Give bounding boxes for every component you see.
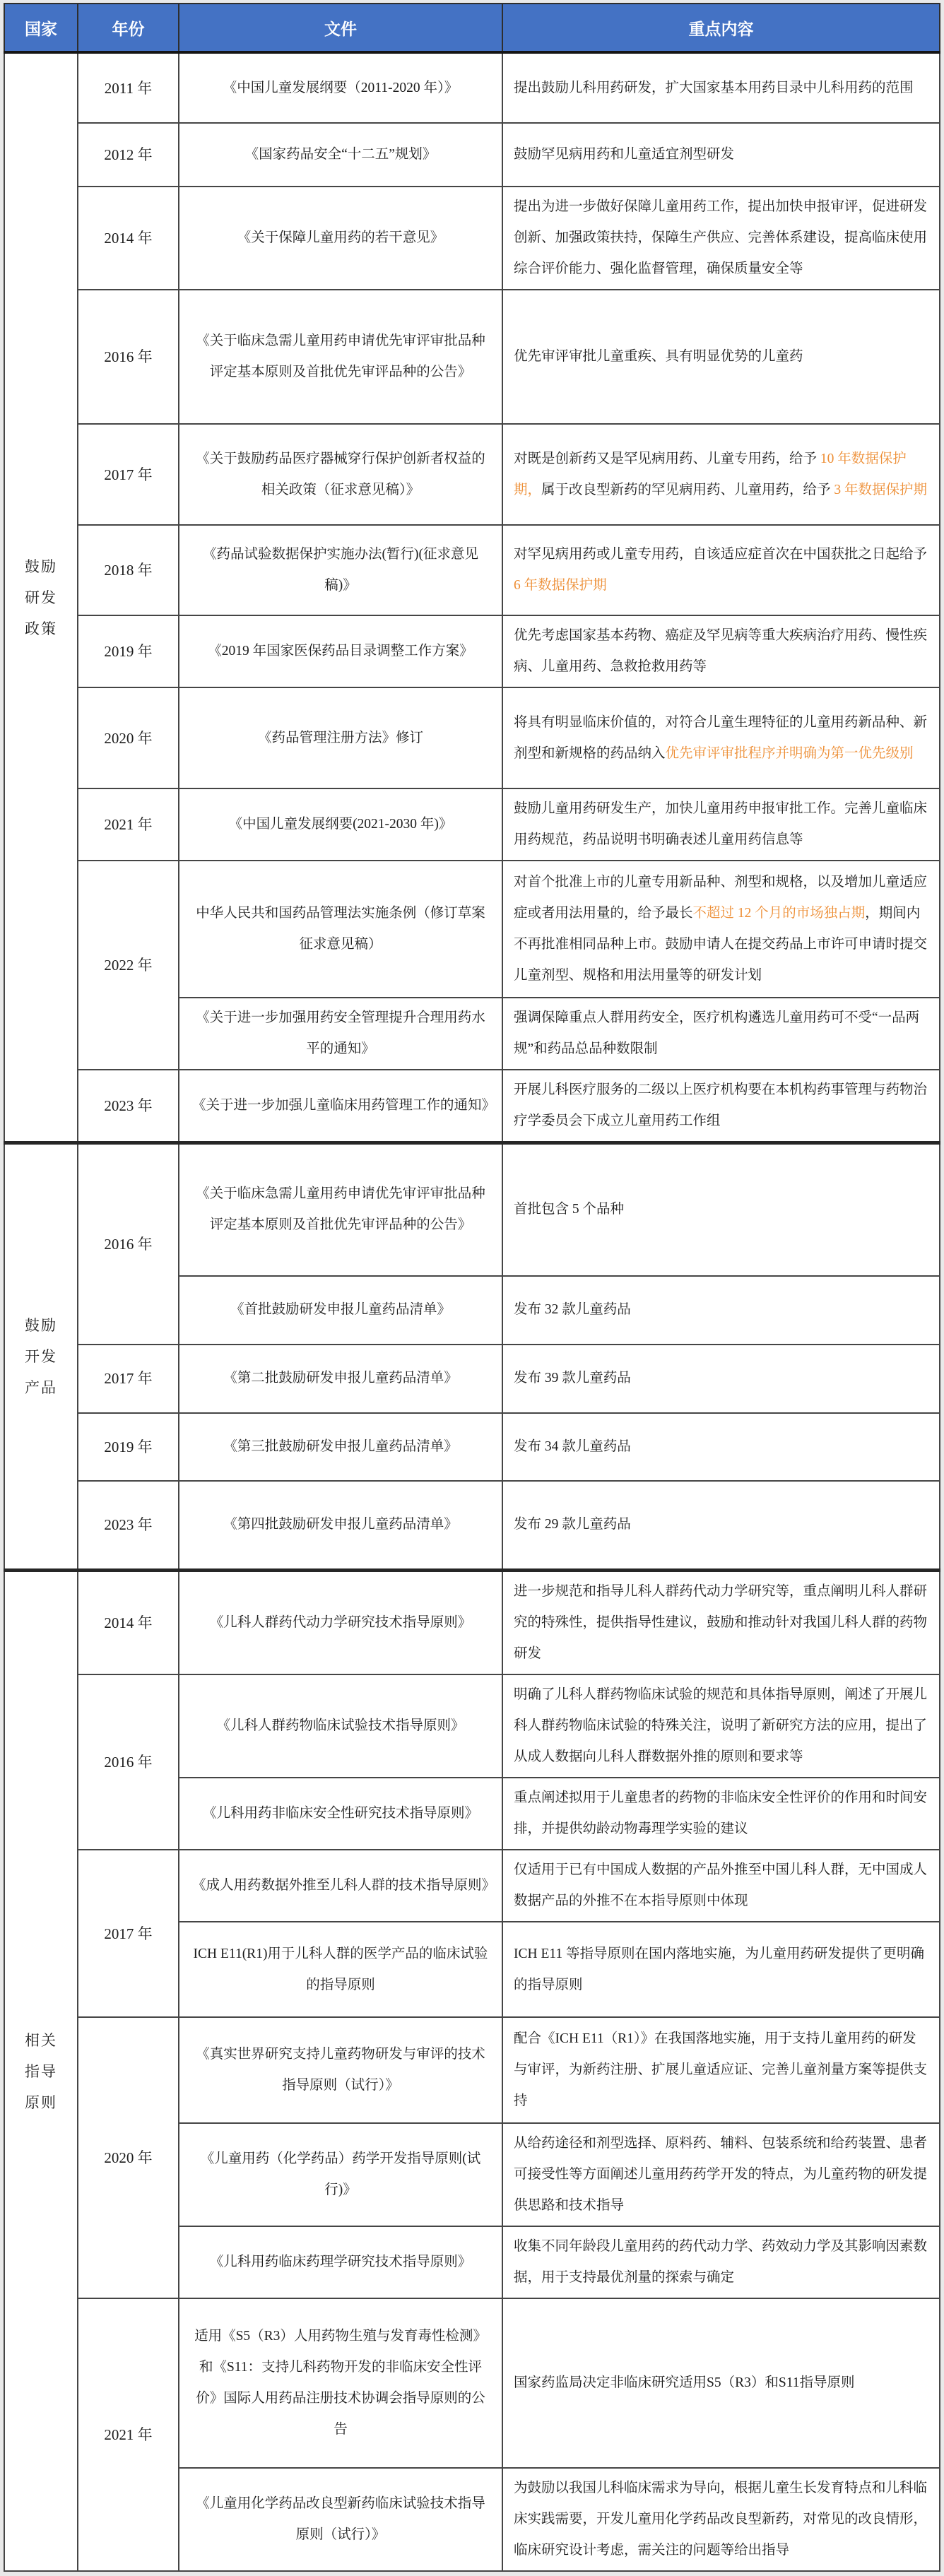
document-cell: 《首批鼓励研发申报儿童药品清单》 (179, 1276, 502, 1345)
document-cell: 《药品管理注册方法》修订 (179, 687, 502, 788)
year-cell: 2017 年 (78, 1345, 179, 1413)
content-cell (502, 1345, 940, 1413)
content-cell (502, 1571, 940, 1675)
highlighted-text: 3 年数据保护期 (834, 482, 928, 497)
content-text: 明确了儿科人群药物临床试验的规范和具体指导原则，阐述了开展儿科人群药物临床试验的特殊关注，说明了新研究方法的应用，提出了从成人数据向儿科人群数据外推的原则和要求等 (514, 1687, 928, 1764)
table-row (4, 525, 940, 615)
document-cell: 《儿科人群药代动力学研究技术指导原则》 (179, 1571, 502, 1675)
content-text: 鼓励罕见病用药和儿童适宜剂型研发 (514, 147, 735, 162)
content-text: 属于改良型新药的罕见病用药、儿童用药，给予 (541, 482, 834, 497)
content-text: 将具有明显临床价值的，对符合儿童生理特征的儿童用药新品种、新剂型和新规格的药品纳入 (514, 714, 928, 761)
content-cell (502, 2226, 940, 2298)
content-text: 收集不同年龄段儿童用药的药代动力学、药效动力学及其影响因素数据，用于支持最优剂量的探索与确定 (514, 2239, 928, 2285)
table-row (4, 1143, 940, 1276)
content-text: 进一步规范和指导儿科人群药代动力学研究等，重点阐明儿科人群研究的特殊性，提供指导性建议，鼓励和推动针对我国儿科人群的药物研发 (514, 1584, 928, 1661)
document-cell: 《成人用药数据外推至儿科人群的技术指导原则》 (179, 1850, 502, 1922)
document-cell: 《儿童用化学药品改良型新药临床试验技术指导原则（试行）》 (179, 2468, 502, 2571)
document-cell: 《第二批鼓励研发申报儿童药品清单》 (179, 1345, 502, 1413)
year-cell: 2023 年 (78, 1481, 179, 1571)
table-row (4, 1674, 940, 1778)
document-cell: 《关于进一步加强用药安全管理提升合理用药水平的通知》 (179, 998, 502, 1070)
content-text: 从给药途径和剂型选择、原料药、辅料、包装系统和给药装置、患者可接受性等方面阐述儿童用药药学开发的特点，为儿童药物的研发提供思路和技术指导 (514, 2136, 928, 2213)
document-cell: 《儿科用药临床药理学研究技术指导原则》 (179, 2226, 502, 2298)
content-cell (502, 424, 940, 525)
year-cell: 2021 年 (78, 2298, 179, 2571)
content-cell (502, 2468, 940, 2571)
content-cell (502, 123, 940, 187)
content-cell (502, 1850, 940, 1922)
year-cell: 2012 年 (78, 123, 179, 187)
highlighted-text: 6 年数据保护期 (514, 578, 607, 593)
document-cell: 《关于保障儿童用药的若干意见》 (179, 187, 502, 290)
content-text: 发布 32 款儿童药品 (514, 1302, 631, 1317)
content-text: 对罕见病用药或儿童专用药，自该适应症首次在中国获批之日起给予 (514, 547, 928, 562)
content-cell (502, 1674, 940, 1778)
content-cell (502, 2017, 940, 2123)
table-row (4, 687, 940, 788)
highlighted-text: 10 年数据保护期， (514, 451, 907, 497)
content-text: 强调保障重点人群用药安全，医疗机构遴选儿童用药可不受“一品两规”和药品总品种数限制 (514, 1010, 920, 1056)
year-cell: 2022 年 (78, 861, 179, 1070)
year-cell: 2017 年 (78, 424, 179, 525)
document-cell: 中华人民共和国药品管理法实施条例（修订草案征求意见稿） (179, 861, 502, 998)
year-cell: 2020 年 (78, 687, 179, 788)
year-cell: 2023 年 (78, 1070, 179, 1143)
document-cell: 《儿童用药（化学药品）药学开发指导原则(试行)》 (179, 2123, 502, 2226)
year-cell: 2017 年 (78, 1850, 179, 2017)
table-row (4, 123, 940, 187)
content-text: 开展儿科医疗服务的二级以上医疗机构要在本机构药事管理与药物治疗学委员会下成立儿童用药工作组 (514, 1082, 928, 1128)
year-cell: 2011 年 (78, 52, 179, 123)
table-row (4, 2017, 940, 2123)
year-cell: 2020 年 (78, 2017, 179, 2298)
section-label: 鼓励 研发 政策 (25, 557, 57, 637)
table-row (4, 788, 940, 861)
header-year: 年份 (78, 4, 179, 52)
table-row (4, 861, 940, 998)
highlighted-text: 优先审评审批程序并明确为第一优先级别 (665, 745, 914, 761)
content-text: 发布 39 款儿童药品 (514, 1371, 631, 1386)
document-cell: 《中国儿童发展纲要（2011-2020 年）》 (179, 52, 502, 123)
document-cell: 《儿科人群药物临床试验技术指导原则》 (179, 1674, 502, 1778)
document-cell: 《真实世界研究支持儿童药物研发与审评的技术指导原则（试行）》 (179, 2017, 502, 2123)
table-row (4, 2298, 940, 2468)
table-row (4, 1413, 940, 1481)
year-cell: 2016 年 (78, 290, 179, 424)
document-cell: 《关于临床急需儿童用药申请优先审评审批品种评定基本原则及首批优先审评品种的公告》 (179, 1143, 502, 1276)
table-row (4, 187, 940, 290)
content-cell (502, 687, 940, 788)
table-row (4, 615, 940, 687)
year-cell: 2019 年 (78, 1413, 179, 1481)
policy-table (4, 3, 940, 2572)
header-document: 文件 (179, 4, 502, 52)
document-cell: 《第三批鼓励研发申报儿童药品清单》 (179, 1413, 502, 1481)
year-cell: 2014 年 (78, 1571, 179, 1675)
document-cell: 《国家药品安全“十二五”规划》 (179, 123, 502, 187)
content-cell (502, 1922, 940, 2017)
content-cell (502, 1413, 940, 1481)
year-cell: 2016 年 (78, 1143, 179, 1345)
content-cell (502, 788, 940, 861)
section-label: 相关 指导 原则 (25, 2031, 57, 2111)
document-cell: ICH E11(R1)用于儿科人群的医学产品的临床试验的指导原则 (179, 1922, 502, 2017)
document-cell: 《药品试验数据保护实施办法(暂行)(征求意见稿)》 (179, 525, 502, 615)
year-cell: 2021 年 (78, 788, 179, 861)
header-country: 国家 (4, 4, 78, 52)
year-cell: 2014 年 (78, 187, 179, 290)
content-text: 首批包含 5 个品种 (514, 1202, 625, 1217)
document-cell: 《第四批鼓励研发申报儿童药品清单》 (179, 1481, 502, 1571)
content-cell (502, 187, 940, 290)
document-cell: 《关于进一步加强儿童临床用药管理工作的通知》 (179, 1070, 502, 1143)
content-text: 国家药监局决定非临床研究适用S5（R3）和S11指导原则 (514, 2375, 855, 2390)
table-row (4, 52, 940, 123)
table-row (4, 1850, 940, 1922)
section-label: 鼓励 开发 产品 (25, 1317, 57, 1396)
content-cell (502, 998, 940, 1070)
year-cell: 2019 年 (78, 615, 179, 687)
content-text: 优先审评审批儿童重疾、具有明显优势的儿童药 (514, 349, 803, 364)
content-cell (502, 290, 940, 424)
content-text: 对首个批准上市的儿童专用新品种、剂型和规格，以及增加儿童适应症或者用法用量的，给予最长 (514, 875, 928, 921)
content-cell (502, 861, 940, 998)
content-cell (502, 1778, 940, 1850)
table-row (4, 1345, 940, 1413)
table-header (4, 4, 940, 52)
content-text: 发布 34 款儿童药品 (514, 1438, 631, 1454)
content-text: 鼓励儿童用药研发生产，加快儿童用药申报审批工作。完善儿童临床用药规范，药品说明书明确表述儿童用药信息等 (514, 801, 928, 847)
content-text: 发布 29 款儿童药品 (514, 1517, 631, 1532)
content-text: ICH E11 等指导原则在国内落地实施，为儿童用药研发提供了更明确的指导原则 (514, 1946, 925, 1992)
table-row (4, 290, 940, 424)
header-content: 重点内容 (502, 4, 940, 52)
content-cell (502, 1481, 940, 1571)
content-cell (502, 2123, 940, 2226)
content-cell (502, 52, 940, 123)
section-label-cell (4, 1571, 78, 2572)
highlighted-text: 不超过 12 个月的市场独占期 (692, 906, 866, 921)
section-label-cell (4, 52, 78, 1143)
table-body (4, 52, 940, 2571)
content-cell (502, 1070, 940, 1143)
content-text: 提出鼓励儿科用药研发，扩大国家基本用药目录中儿科用药的范围 (514, 80, 914, 95)
document-cell: 《关于鼓励药品医疗器械穿行保护创新者权益的相关政策（征求意见稿）》 (179, 424, 502, 525)
content-cell (502, 2298, 940, 2468)
content-text: 优先考虑国家基本药物、癌症及罕见病等重大疾病治疗用药、慢性疾病、儿童用药、急救抢救用药等 (514, 628, 928, 674)
content-text: 对既是创新药又是罕见病用药、儿童专用药，给予 (514, 451, 820, 466)
table-row (4, 424, 940, 525)
document-cell: 《儿科用药非临床安全性研究技术指导原则》 (179, 1778, 502, 1850)
table-row (4, 1571, 940, 1675)
table-row (4, 1070, 940, 1143)
content-text: 为鼓励以我国儿科临床需求为导向，根据儿童生长发育特点和儿科临床实践需要，开发儿童用化学药品改良型新药，对常见的改良情形，临床研究设计考虑，需关注的问题等给出指导 (514, 2481, 928, 2558)
content-cell (502, 1143, 940, 1276)
document-cell: 《中国儿童发展纲要(2021-2030 年)》 (179, 788, 502, 861)
document-cell: 《关于临床急需儿童用药申请优先审评审批品种评定基本原则及首批优先审评品种的公告》 (179, 290, 502, 424)
year-cell: 2018 年 (78, 525, 179, 615)
table-row (4, 1481, 940, 1571)
content-cell (502, 615, 940, 687)
content-text: 重点阐述拟用于儿童患者的药物的非临床安全性评价的作用和时间安排，并提供幼龄动物毒理学实验的建议 (514, 1790, 928, 1836)
content-text: 提出为进一步做好保障儿童用药工作，提出加快申报审评，促进研发创新、加强政策扶持，保障生产供应、完善体系建设，提高临床使用综合评价能力、强化监督管理，确保质量安全等 (514, 199, 928, 276)
section-label-cell (4, 1143, 78, 1571)
content-text: 仅适用于已有中国成人数据的产品外推至中国儿科人群，无中国成人数据产品的外推不在本指导原则中体现 (514, 1862, 928, 1908)
content-text: 配合《ICH E11（R1）》在我国落地实施，用于支持儿童用药的研发与审评，为新药注册、扩展儿童适应证、完善儿童剂量方案等提供支持 (514, 2031, 928, 2108)
document-cell: 《2019 年国家医保药品目录调整工作方案》 (179, 615, 502, 687)
content-cell (502, 525, 940, 615)
document-cell: 适用《S5（R3）人用药物生殖与发育毒性检测》和《S11：支持儿科药物开发的非临床安全性评价》国际人用药品注册技术协调会指导原则的公告 (179, 2298, 502, 2468)
content-text: ，期间内不再批准相同品种上市。鼓励申请人在提交药品上市许可申请时提交儿童剂型、规格和用法用量等的研发计划 (514, 906, 928, 983)
content-cell (502, 1276, 940, 1345)
year-cell: 2016 年 (78, 1674, 179, 1850)
